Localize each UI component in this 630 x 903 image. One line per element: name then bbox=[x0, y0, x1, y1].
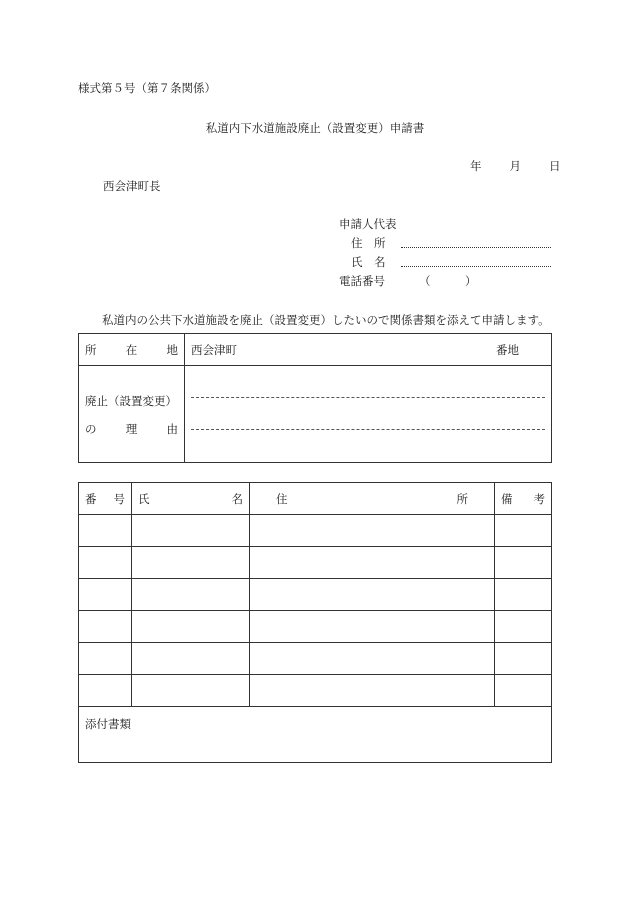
table-cell[interactable] bbox=[495, 515, 552, 547]
table-cell[interactable] bbox=[250, 547, 495, 579]
table-cell[interactable] bbox=[495, 643, 552, 675]
table-row[interactable] bbox=[79, 579, 552, 611]
applicant-address-field[interactable] bbox=[339, 235, 551, 251]
header-address bbox=[250, 483, 495, 515]
phone-label: 電話番号 bbox=[339, 274, 385, 288]
applicant-heading: 申請人代表 bbox=[339, 217, 397, 231]
date-line bbox=[470, 158, 561, 174]
table-cell[interactable] bbox=[495, 579, 552, 611]
attachments-row[interactable] bbox=[79, 707, 552, 763]
header-name bbox=[132, 483, 250, 515]
location-label-char: 地 bbox=[166, 342, 178, 357]
applicant-name-label: 氏 名 bbox=[351, 255, 386, 269]
lot-number-label: 番地 bbox=[496, 342, 519, 357]
reason-line[interactable] bbox=[191, 430, 545, 462]
application-statement: 私道内の公共下水道施設を廃止（設置変更）したいので関係書類を添えて申請します。 bbox=[102, 313, 550, 327]
table-cell[interactable] bbox=[132, 579, 250, 611]
date-day: 日 bbox=[549, 159, 561, 173]
reason-line[interactable] bbox=[191, 398, 545, 430]
table-cell[interactable] bbox=[250, 515, 495, 547]
attachments-label: 添付書類 bbox=[85, 717, 131, 731]
table-row[interactable] bbox=[79, 515, 552, 547]
table-cell[interactable] bbox=[250, 611, 495, 643]
table-cell[interactable] bbox=[79, 579, 132, 611]
table-cell[interactable] bbox=[495, 611, 552, 643]
date-year: 年 bbox=[470, 159, 482, 173]
addressee: 西会津町長 bbox=[103, 179, 161, 193]
owners-table-header bbox=[79, 483, 552, 515]
table-cell[interactable] bbox=[250, 579, 495, 611]
table-cell[interactable] bbox=[79, 515, 132, 547]
location-reason-table bbox=[78, 333, 552, 463]
table-cell[interactable] bbox=[495, 675, 552, 707]
header-number bbox=[79, 483, 132, 515]
reason-label-line1: 廃止（設置変更） bbox=[85, 394, 177, 408]
reason-label-char: 理 bbox=[125, 422, 138, 436]
table-row[interactable] bbox=[79, 611, 552, 643]
owners-table bbox=[78, 482, 552, 763]
reason-label-cell bbox=[79, 366, 185, 463]
table-row[interactable] bbox=[79, 675, 552, 707]
applicant-address-label: 住 所 bbox=[351, 236, 386, 250]
name-dotted-line bbox=[401, 256, 551, 267]
document-title: 私道内下水道施設廃止（設置変更）申請書 bbox=[205, 121, 425, 135]
header-char: 番 bbox=[85, 491, 97, 506]
header-char: 氏 bbox=[138, 491, 150, 506]
applicant-name-field[interactable] bbox=[339, 254, 551, 270]
attachments-cell[interactable] bbox=[79, 707, 552, 763]
table-cell[interactable] bbox=[79, 547, 132, 579]
table-cell[interactable] bbox=[250, 643, 495, 675]
header-char: 名 bbox=[231, 491, 243, 506]
header-char: 備 bbox=[501, 491, 513, 506]
applicant-phone-field[interactable] bbox=[339, 273, 477, 289]
table-cell[interactable] bbox=[132, 643, 250, 675]
address-dotted-line bbox=[401, 237, 551, 248]
location-label-char: 在 bbox=[125, 342, 138, 357]
header-char: 号 bbox=[113, 491, 125, 506]
header-char: 住 bbox=[276, 491, 288, 506]
header-char: 考 bbox=[533, 491, 545, 506]
table-cell[interactable] bbox=[132, 675, 250, 707]
location-label-cell bbox=[79, 334, 185, 366]
date-month: 月 bbox=[509, 159, 521, 173]
table-cell[interactable] bbox=[79, 675, 132, 707]
header-remarks bbox=[495, 483, 552, 515]
table-row[interactable] bbox=[79, 547, 552, 579]
reason-line[interactable] bbox=[191, 366, 545, 398]
table-cell[interactable] bbox=[250, 675, 495, 707]
location-label-char: 所 bbox=[85, 342, 97, 357]
reason-label-char: 由 bbox=[166, 422, 178, 436]
location-value: 西会津町 bbox=[191, 342, 237, 357]
table-row[interactable] bbox=[79, 643, 552, 675]
header-char: 所 bbox=[456, 491, 468, 506]
table-cell[interactable] bbox=[132, 515, 250, 547]
form-number: 様式第５号（第７条関係） bbox=[78, 81, 216, 95]
location-value-cell[interactable] bbox=[185, 334, 552, 366]
phone-area-code-paren: （ ） bbox=[419, 274, 477, 288]
table-cell[interactable] bbox=[132, 547, 250, 579]
table-cell[interactable] bbox=[79, 611, 132, 643]
table-cell[interactable] bbox=[132, 611, 250, 643]
reason-input-area[interactable] bbox=[185, 366, 552, 463]
table-cell[interactable] bbox=[495, 547, 552, 579]
reason-label-char: の bbox=[85, 422, 97, 436]
table-cell[interactable] bbox=[79, 643, 132, 675]
